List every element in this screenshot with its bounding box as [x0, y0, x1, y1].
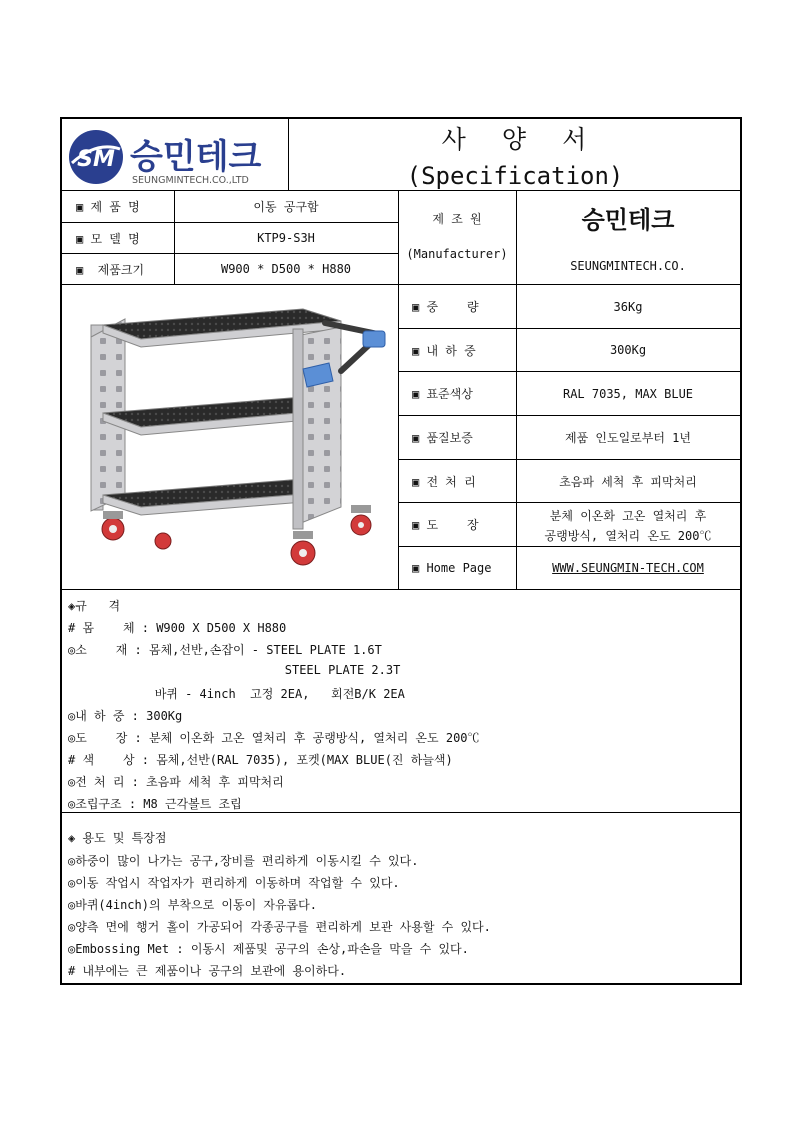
spec-value-painting-line1: 분체 이온화 고온 열처리 후 [549, 508, 707, 523]
title-korean: 사 양 서 [441, 125, 589, 154]
spec-sheet [60, 117, 742, 985]
spec-value-load: 300Kg [609, 343, 647, 357]
spec-value-pretreatment: 초음파 세척 후 피막처리 [559, 474, 697, 489]
spec-label-weight: ▣ 중 량 [412, 300, 479, 314]
product-name-label: ▣ 제 품 명 [76, 200, 140, 214]
standard-line: # 몸 체 : W900 X D500 X H880 [68, 621, 287, 635]
feature-line: # 내부에는 큰 제품이나 공구의 보관에 용이하다. [68, 964, 347, 978]
feature-line: ◎바퀴(4inch)의 부착으로 이동이 자유롭다. [68, 898, 317, 912]
manufacturer-name-en: SEUNGMINTECH.CO. [570, 259, 686, 273]
company-logo [66, 123, 288, 189]
size-label: ▣ 제품크기 [76, 262, 145, 277]
model-label: ▣ 모 델 명 [76, 231, 140, 246]
manufacturer-label-ko: 제 조 원 [432, 211, 482, 226]
feature-line: ◎Embossing Met : 이동시 제품및 공구의 손상,파손을 막을 수 있다. [68, 942, 469, 956]
feature-line: ◎양측 면에 행거 홀이 가공되어 각종공구를 편리하게 보관 사용할 수 있다. [68, 920, 491, 934]
spec-label-load: ▣ 내 하 중 [412, 343, 476, 358]
standard-line: 바퀴 - 4inch 고정 2EA, 회전B/K 2EA [68, 687, 405, 701]
spec-label-pretreatment: ▣ 전 처 리 [412, 474, 476, 489]
logo-name: 승민테크 [130, 137, 262, 177]
size-value: W900 * D500 * H880 [220, 262, 352, 276]
spec-label-warranty: ▣ 품질보증 [412, 431, 473, 445]
standard-line: ◎내 하 중 : 300Kg [68, 709, 183, 723]
spec-label-homepage: ▣ Home Page [412, 561, 492, 575]
spec-label-color: ▣ 표준색상 [412, 387, 473, 401]
product-image [63, 285, 398, 589]
standard-line: ◎조립구조 : M8 근각볼트 조립 [68, 797, 242, 811]
spec-value-warranty: 제품 인도일로부터 1년 [564, 431, 691, 445]
spec-value-color: RAL 7035, MAX BLUE [562, 386, 694, 401]
manufacturer-label-en: (Manufacturer) [406, 247, 508, 261]
standard-line: ◎도 장 : 분체 이온화 고온 열처리 후 공랭방식, 열처리 온도 200℃ [68, 731, 480, 745]
model-value: KTP9-S3H [257, 231, 315, 245]
features-heading: ◈ 용도 및 특장점 [68, 831, 167, 845]
standard-line: STEEL PLATE 2.3T [68, 663, 401, 677]
manufacturer-name-ko: 승민테크 [581, 205, 675, 234]
standard-line: # 색 상 : 몸체,선반(RAL 7035), 포켓(MAX BLUE(진 하늘색) [68, 753, 453, 767]
spec-value-painting-line2: 공랭방식, 열처리 온도 200℃ [544, 528, 712, 543]
standard-heading: ◈규 격 [68, 599, 121, 613]
homepage-link[interactable]: WWW.SEUNGMIN-TECH.COM [552, 561, 704, 575]
standard-line: ◎소 재 : 몸체,선반,손잡이 - STEEL PLATE 1.6T [68, 643, 382, 657]
standard-line: ◎전 처 리 : 초음파 세척 후 피막처리 [68, 775, 284, 789]
feature-line: ◎하중이 많이 나가는 공구,장비를 편리하게 이동시킬 수 있다. [68, 854, 419, 868]
feature-line: ◎이동 작업시 작업자가 편리하게 이동하며 작업할 수 있다. [68, 876, 400, 890]
logo-sub: SEUNGMINTECH.CO.,LTD [132, 175, 249, 186]
logo-mark: SM [77, 147, 115, 172]
spec-value-weight: 36Kg [613, 299, 643, 314]
product-name-value: 이동 공구함 [253, 200, 319, 214]
title-english: (Specification) [406, 162, 624, 190]
spec-label-painting: ▣ 도 장 [412, 518, 479, 532]
